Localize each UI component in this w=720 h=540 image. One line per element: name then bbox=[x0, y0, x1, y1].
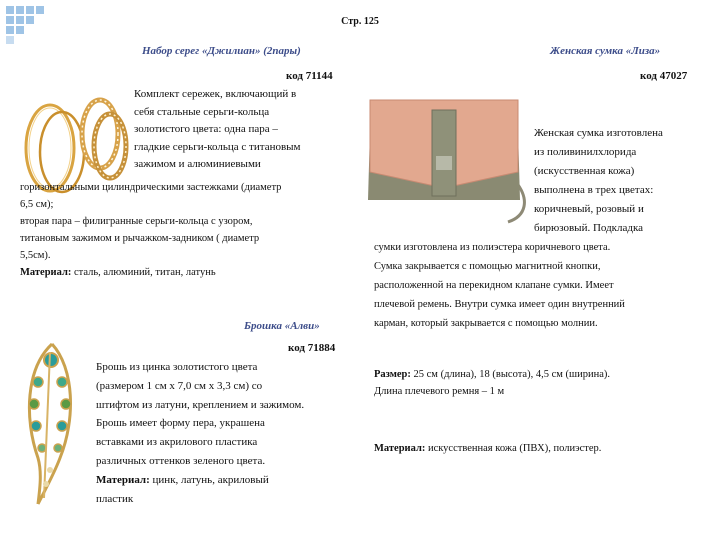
text-line: титановым зажимом и рычажком-задником ( диаметр bbox=[20, 233, 260, 244]
text-line: различных оттенков зеленого цвета. bbox=[96, 454, 266, 467]
text-line: расположенной на перекидном клапане сумки. Имеет bbox=[374, 280, 614, 291]
size-value: 25 см (длина), 18 (высота), 4,5 см (ширина). bbox=[410, 369, 610, 380]
text-line: 6,5 см); bbox=[20, 199, 54, 210]
text-line: Сумка закрывается с помощью магнитной кнопки, bbox=[374, 261, 601, 272]
text-line: штифтом из латуни, креплением и зажимом. bbox=[96, 398, 305, 411]
bag-size bbox=[374, 366, 610, 400]
text-line: из поливинилхлорида bbox=[534, 146, 637, 158]
size-label: Размер: bbox=[374, 369, 411, 380]
bag-description-full bbox=[374, 238, 625, 333]
text-line: коричневый, розовый и bbox=[534, 203, 644, 215]
text-line: зажимом и алюминиевыми bbox=[134, 158, 261, 170]
material-label: Материал: bbox=[20, 267, 72, 278]
text-line: Женская сумка изготовлена bbox=[534, 127, 663, 139]
earrings-description-right bbox=[134, 86, 301, 174]
text-line: плечевой ремень. Внутри сумка имеет один внутренний bbox=[374, 299, 625, 310]
text-line: себя стальные серьги-кольца bbox=[134, 105, 270, 118]
material-value: искусственная кожа (ПВХ), полиэстер. bbox=[425, 443, 602, 454]
bag-code: код 47027 bbox=[640, 70, 688, 82]
brooch-image bbox=[16, 338, 82, 508]
brooch-code: код 71884 bbox=[288, 342, 336, 354]
text-line: Комплект сережек, включающий в bbox=[134, 88, 297, 100]
text-line: бирюзовый. Подкладка bbox=[534, 222, 644, 234]
text-line: вторая пара – филигранные серьги-кольца с узором, bbox=[20, 216, 253, 227]
bag-material bbox=[374, 440, 601, 458]
text-line: вставками из акрилового пластика bbox=[96, 436, 258, 449]
text-line: золотистого цвета: одна пара – bbox=[134, 123, 278, 135]
brooch-title: Брошка «Алви» bbox=[244, 320, 320, 332]
text-line: (размером 1 см х 7,0 см х 3,3 см) со bbox=[96, 379, 263, 392]
material-label: Материал: bbox=[374, 443, 426, 454]
earrings-code: код 71144 bbox=[286, 70, 333, 82]
material-value: сталь, алюминий, титан, латунь bbox=[71, 267, 216, 278]
text-line: Брошь имеет форму пера, украшена bbox=[96, 417, 265, 430]
bag-title: Женская сумка «Лиза» bbox=[550, 45, 661, 57]
material-value: цинк, латунь, акриловый bbox=[149, 473, 269, 486]
text-line: выполнена в трех цветах: bbox=[534, 184, 654, 196]
text-line: 5,5см). bbox=[20, 250, 51, 261]
page-title: Стр. 125 bbox=[341, 16, 379, 27]
brooch-description bbox=[96, 358, 304, 508]
material-label: Материал: bbox=[96, 473, 150, 486]
brooch-material bbox=[96, 471, 304, 490]
size-line bbox=[374, 366, 610, 383]
corner-squares-decoration bbox=[4, 4, 52, 44]
earrings-title: Набор серег «Джилиан» (2пары) bbox=[142, 45, 301, 57]
bag-image bbox=[348, 90, 538, 226]
text-line: Брошь из цинка золотистого цвета bbox=[96, 361, 258, 373]
text-line: карман, который закрывается с помощью молнии. bbox=[374, 318, 598, 329]
earrings-material bbox=[20, 264, 281, 281]
earrings-description-full bbox=[20, 179, 281, 281]
text-line: пластик bbox=[96, 492, 134, 505]
bag-description-right bbox=[534, 124, 663, 238]
text-line: горизонтальными цилиндрическими застежками (диаметр bbox=[20, 182, 282, 193]
text-line: сумки изготовлена из полиэстера коричневого цвета. bbox=[374, 242, 611, 253]
text-line: (искусственная кожа) bbox=[534, 165, 635, 177]
strap-length: Длина плечевого ремня – 1 м bbox=[374, 386, 505, 397]
text-line: гладкие серьги-кольца с титановым bbox=[134, 140, 301, 153]
